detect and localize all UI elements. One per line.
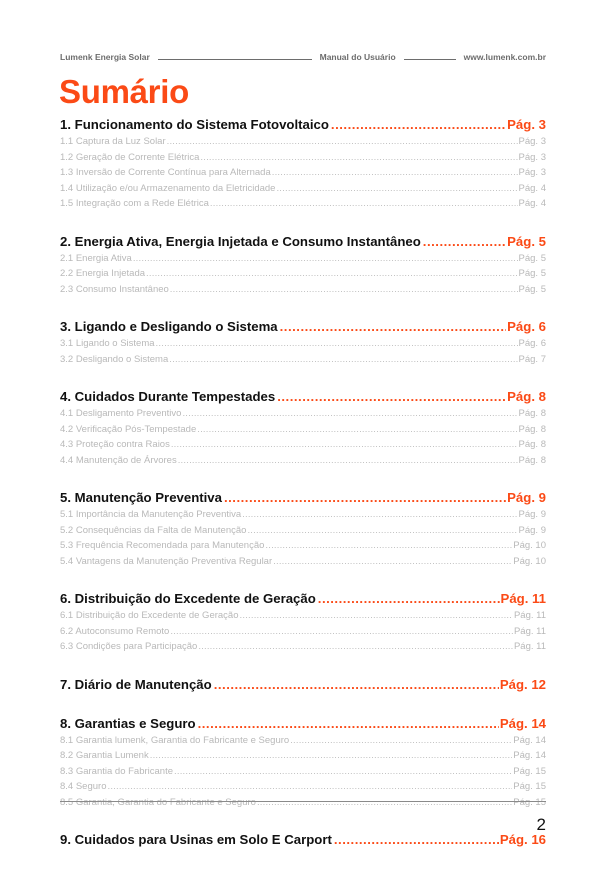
toc-chapter-title: 7. Diário de Manutenção (60, 676, 212, 692)
table-of-contents (60, 115, 546, 869)
toc-subsection-page: Pág. 6 (518, 338, 546, 349)
toc-chapter-title: 2. Energia Ativa, Energia Injetada e Consumo Instantâneo (60, 233, 421, 249)
toc-chapter-page: Pág. 14 (499, 715, 546, 731)
toc-section (60, 387, 546, 468)
toc-subsection-entry[interactable] (60, 406, 546, 422)
toc-subsection-page: Pág. 5 (518, 283, 546, 295)
toc-leader-dots (290, 733, 512, 749)
toc-chapter-page: Pág. 6 (507, 319, 546, 334)
toc-subsection-page: Pág. 7 (518, 353, 546, 365)
toc-subsection-entry[interactable] (60, 523, 546, 539)
toc-leader-dots (331, 115, 506, 134)
toc-chapter-page: Pág. 16 (499, 832, 546, 847)
toc-subsection-entry[interactable] (60, 165, 546, 181)
header-company: Lumenk Energia Solar (60, 52, 150, 62)
toc-leader-dots (214, 675, 499, 694)
toc-leader-dots (167, 134, 518, 150)
header-manual-title: Manual do Usuário (319, 52, 396, 62)
toc-chapter-title: 3. Ligando e Desligando o Sistema (60, 319, 278, 334)
toc-subsection-entry[interactable] (60, 437, 546, 453)
toc-leader-dots (200, 150, 517, 166)
toc-subsection-entry[interactable] (60, 134, 546, 150)
toc-subsection-page: Pág. 11 (513, 625, 546, 637)
toc-section (60, 714, 546, 811)
toc-subsection-title: 5.1 Importância da Manutenção Preventiva (60, 509, 242, 520)
toc-chapter-title: 1. Funcionamento do Sistema Fotovoltaico (60, 117, 329, 132)
toc-subsection-page: Pág. 3 (518, 136, 546, 147)
toc-subsection-page: Pág. 3 (518, 167, 546, 178)
toc-chapter-title: 4. Cuidados Durante Tempestades (60, 389, 276, 404)
toc-subsection-title: 6.3 Condições para Participação (60, 641, 198, 652)
toc-chapter-entry[interactable] (60, 675, 546, 694)
toc-subsection-entry[interactable] (60, 150, 546, 166)
toc-subsection-title: 4.2 Verificação Pós-Tempestade (60, 423, 197, 435)
page-number: 2 (536, 815, 546, 834)
toc-section (60, 675, 546, 694)
toc-chapter-title: 5. Manutenção Preventiva (60, 490, 222, 505)
toc-subsection-entry[interactable] (60, 538, 546, 554)
toc-subsection-title: 8.4 Seguro (60, 781, 107, 792)
toc-leader-dots (272, 165, 518, 181)
toc-chapter-entry[interactable] (60, 589, 546, 608)
toc-leader-dots (197, 422, 517, 438)
toc-subsection-entry[interactable] (60, 639, 546, 655)
toc-chapter-page: Pág. 12 (499, 676, 546, 692)
toc-section (60, 589, 546, 655)
toc-subsection-entry[interactable] (60, 196, 546, 212)
toc-subsection-page: Pág. 10 (513, 555, 546, 567)
toc-chapter-entry[interactable] (60, 317, 546, 336)
toc-subsection-entry[interactable] (60, 795, 546, 811)
toc-subsection-page: Pág. 9 (518, 524, 546, 536)
toc-section (60, 317, 546, 367)
toc-subsection-entry[interactable] (60, 733, 546, 749)
toc-leader-dots (257, 795, 512, 811)
toc-leader-dots (156, 336, 518, 352)
toc-chapter-entry[interactable] (60, 830, 546, 849)
toc-subsection-title: 4.4 Manutenção de Árvores (60, 454, 177, 466)
toc-subsection-title: 3.2 Desligando o Sistema (60, 353, 169, 365)
toc-leader-dots (318, 589, 500, 608)
toc-subsection-entry[interactable] (60, 764, 546, 780)
toc-chapter-title: 8. Garantias e Seguro (60, 715, 196, 731)
toc-chapter-entry[interactable] (60, 488, 546, 507)
toc-subsection-title: 3.1 Ligando o Sistema (60, 338, 155, 349)
toc-subsection-title: 6.2 Autoconsumo Remoto (60, 625, 170, 637)
header-rule-left (158, 59, 312, 60)
page-title: Sumário (59, 73, 189, 110)
toc-leader-dots (273, 554, 512, 570)
toc-subsection-title: 8.2 Garantia Lumenk (60, 750, 149, 761)
toc-subsection-title: 1.2 Geração de Corrente Elétrica (60, 151, 200, 163)
toc-subsection-page: Pág. 4 (518, 198, 546, 209)
toc-chapter-title: 6. Distribuição do Excedente de Geração (60, 591, 316, 606)
toc-leader-dots (224, 488, 506, 507)
footer-rule (60, 801, 546, 802)
toc-section (60, 830, 546, 849)
toc-subsection-page: Pág. 5 (518, 252, 546, 264)
toc-subsection-page: Pág. 4 (518, 182, 546, 194)
toc-section (60, 232, 546, 298)
toc-subsection-page: Pág. 8 (518, 408, 546, 419)
toc-subsection-entry[interactable] (60, 608, 546, 624)
toc-leader-dots (150, 748, 513, 764)
toc-subsection-entry[interactable] (60, 748, 546, 764)
toc-subsection-entry[interactable] (60, 422, 546, 438)
toc-leader-dots (265, 538, 512, 554)
toc-subsection-title: 8.1 Garantia lumenk, Garantia do Fabricante e Seguro (60, 734, 290, 746)
toc-subsection-entry[interactable] (60, 453, 546, 469)
toc-chapter-entry[interactable] (60, 115, 546, 134)
toc-subsection-title: 1.1 Captura da Luz Solar (60, 136, 166, 147)
toc-leader-dots (182, 406, 517, 422)
toc-subsection-page: Pág. 11 (513, 610, 546, 621)
toc-leader-dots (169, 352, 517, 368)
toc-subsection-entry[interactable] (60, 624, 546, 640)
toc-leader-dots (170, 282, 518, 298)
toc-subsection-entry[interactable] (60, 507, 546, 523)
toc-leader-dots (423, 232, 506, 251)
toc-subsection-page: Pág. 8 (518, 423, 546, 435)
toc-subsection-entry[interactable] (60, 336, 546, 352)
toc-leader-dots (334, 830, 499, 849)
toc-subsection-entry[interactable] (60, 779, 546, 795)
toc-subsection-title: 1.5 Integração com a Rede Elétrica (60, 198, 209, 209)
toc-subsection-page: Pág. 8 (518, 439, 546, 450)
toc-leader-dots (146, 266, 517, 282)
toc-chapter-title: 9. Cuidados para Usinas em Solo E Carport (60, 832, 332, 847)
toc-leader-dots (133, 251, 518, 267)
toc-leader-dots (277, 387, 506, 406)
toc-leader-dots (107, 779, 512, 795)
toc-subsection-title: 5.2 Consequências da Falta de Manutenção (60, 524, 247, 536)
toc-subsection-title: 2.1 Energia Ativa (60, 252, 132, 264)
toc-subsection-title: 8.3 Garantia do Fabricante (60, 765, 174, 777)
toc-subsection-page: Pág. 8 (518, 454, 546, 466)
toc-leader-dots (242, 507, 517, 523)
toc-subsection-title: 5.4 Vantagens da Manutenção Preventiva Regular (60, 555, 273, 567)
toc-section (60, 488, 546, 569)
toc-subsection-entry[interactable] (60, 266, 546, 282)
toc-chapter-entry[interactable] (60, 387, 546, 406)
toc-leader-dots (247, 523, 517, 539)
toc-subsection-title: 4.1 Desligamento Preventivo (60, 408, 182, 419)
toc-subsection-page: Pág. 3 (518, 151, 546, 163)
toc-leader-dots (198, 639, 513, 655)
toc-chapter-entry[interactable] (60, 232, 546, 251)
toc-leader-dots (198, 714, 499, 733)
toc-leader-dots (178, 453, 518, 469)
toc-leader-dots (174, 764, 512, 780)
toc-subsection-page: Pág. 14 (513, 750, 546, 761)
toc-subsection-entry[interactable] (60, 282, 546, 298)
toc-subsection-page: Pág. 14 (513, 734, 546, 746)
toc-leader-dots (210, 196, 518, 212)
toc-leader-dots (171, 437, 518, 453)
toc-subsection-title: 5.3 Frequência Recomendada para Manutenção (60, 540, 265, 551)
toc-subsection-page: Pág. 9 (518, 509, 546, 520)
toc-chapter-page: Pág. 8 (507, 389, 546, 404)
page-header (60, 52, 546, 62)
toc-subsection-page: Pág. 15 (513, 796, 546, 808)
toc-subsection-page: Pág. 5 (518, 268, 546, 279)
toc-leader-dots (240, 608, 513, 624)
toc-subsection-page: Pág. 11 (513, 641, 546, 652)
toc-subsection-title: 6.1 Distribuição do Excedente de Geração (60, 610, 239, 621)
toc-subsection-title: 4.3 Proteção contra Raios (60, 439, 170, 450)
toc-subsection-page: Pág. 15 (513, 781, 546, 792)
toc-subsection-title: 1.3 Inversão de Corrente Contínua para Alternada (60, 167, 271, 178)
toc-leader-dots (280, 317, 507, 336)
toc-chapter-page: Pág. 3 (507, 117, 546, 132)
toc-subsection-entry[interactable] (60, 554, 546, 570)
toc-leader-dots (170, 624, 513, 640)
toc-chapter-page: Pág. 5 (507, 233, 546, 249)
toc-chapter-entry[interactable] (60, 714, 546, 733)
header-rule-right (404, 59, 456, 60)
toc-subsection-entry[interactable] (60, 352, 546, 368)
toc-leader-dots (276, 181, 517, 197)
toc-chapter-page: Pág. 9 (507, 490, 546, 505)
toc-subsection-page: Pág. 10 (513, 540, 546, 551)
toc-subsection-entry[interactable] (60, 251, 546, 267)
toc-section (60, 115, 546, 212)
toc-subsection-title: 2.3 Consumo Instantâneo (60, 283, 169, 295)
toc-subsection-title: 8.5 Garantia, Garantia do Fabricante e Seguro (60, 796, 256, 808)
header-website: www.lumenk.com.br (463, 52, 546, 62)
toc-chapter-page: Pág. 11 (500, 591, 546, 606)
toc-subsection-entry[interactable] (60, 181, 546, 197)
toc-subsection-title: 1.4 Utilização e/ou Armazenamento da Eletricidade (60, 182, 276, 194)
toc-subsection-page: Pág. 15 (513, 765, 546, 777)
toc-subsection-title: 2.2 Energia Injetada (60, 268, 146, 279)
